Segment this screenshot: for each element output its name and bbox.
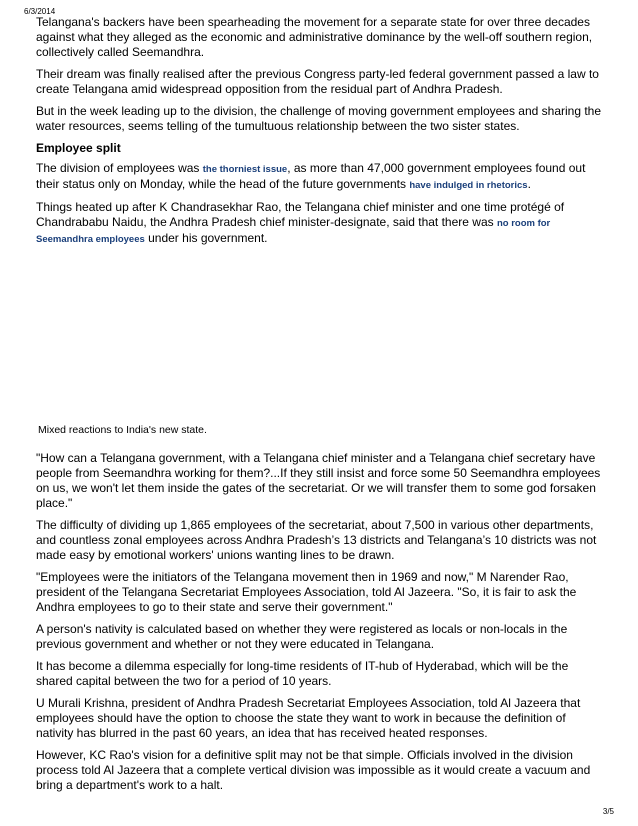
paragraph: Their dream was finally realised after the previous Congress party-led federal government passed a law to create Telangana amid widespread opposition from the residual part of Andhra Pradesh.: [36, 67, 599, 96]
paragraph: [36, 200, 606, 247]
link-rhetorics[interactable]: have indulged in rhetorics: [409, 180, 528, 191]
paragraph-text: The division of employees was: [36, 161, 203, 175]
paragraph-text: under his government.: [144, 231, 268, 245]
link-thorniest-issue[interactable]: the thorniest issue: [202, 164, 288, 175]
media-caption: Mixed reactions to India's new state.: [38, 424, 207, 436]
page-number: 3/5: [602, 807, 614, 816]
paragraph: U Murali Krishna, president of Andhra Pradesh Secretariat Employees Association, told Al Jazeera that employees should have the option to choose the state they want to work in because the definition of nativity has blurred in the past 60 years, an idea that has received heated responses.: [36, 696, 581, 740]
paragraph: [36, 161, 606, 193]
paragraph: But in the week leading up to the division, the challenge of moving government employees and sharing the water resources, seems telling of the tumultuous relationship between the two sister states.: [36, 104, 602, 133]
article-body: [36, 15, 606, 800]
paragraph-text: .: [527, 177, 531, 191]
paragraph: It has become a dilemma especially for long-time residents of IT-hub of Hyderabad, which will be the shared capital between the two for a period of 10 years.: [36, 659, 569, 688]
paragraph-text: Things heated up after K Chandrasekhar Rao, the Telangana chief minister and one time protégé of Chandrababu Naidu, the Andhra Pradesh chief minister-designate, said that there was: [36, 200, 565, 229]
paragraph: "How can a Telangana government, with a Telangana chief minister and a Telangana chief secretary have people from Seemandhra working for them?...If they still insist and force some 50 Seemandhra employees on us, we won't let them inside the gates of the secretariat. Or we will transfer them to some god forsaken place.": [36, 451, 601, 510]
paragraph-text: , as more than 47,000 government employees found out their status only on Monday, while the head of the future governments: [36, 161, 586, 191]
paragraph: A person's nativity is calculated based on whether they were registered as locals or non-locals in the previous government and whether or not they were educated in Telangana.: [36, 622, 568, 651]
paragraph: Telangana's backers have been spearheading the movement for a separate state for over three decades against what they alleged as the economic and administrative dominance by the well-off southern region, collectively called Seemandhra.: [36, 15, 593, 59]
link-no-room[interactable]: no room for Seemandhra employees: [36, 218, 551, 245]
paragraph: However, KC Rao's vision for a definitive split may not be that simple. Officials involved in the division process told Al Jazeera that a complete vertical division was impossible as it would create a vacuum and bring a department's work to a halt.: [36, 748, 591, 792]
section-heading: Employee split: [36, 141, 121, 155]
paragraph: The difficulty of dividing up 1,865 employees of the secretariat, about 7,500 in various other departments, and countless zonal employees across Andhra Pradesh’s 13 districts and Telangana’s 10 districts was not made easy by emotional workers' unions wanting lines to be drawn.: [36, 518, 597, 562]
paragraph: "Employees were the initiators of the Telangana movement then in 1969 and now," M Narender Rao, president of the Telangana Secretariat Employees Association, told Al Jazeera. "So, it is fair to ask the Andhra employees to go to their state and serve their government.": [36, 570, 577, 614]
embedded-media-area: [36, 254, 606, 424]
page-date: 6/3/2014: [24, 7, 56, 16]
